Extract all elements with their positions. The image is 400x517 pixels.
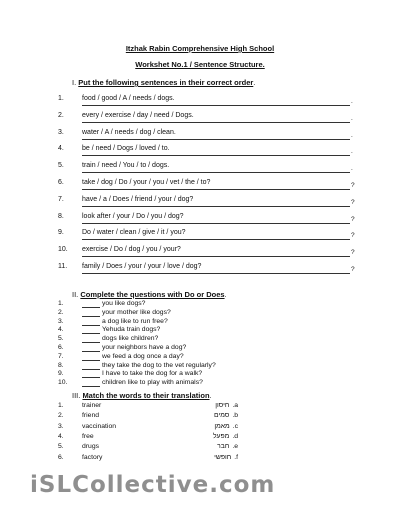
item-number: 3. [58, 422, 64, 430]
item-number: 4. [58, 326, 64, 334]
sentence-row [58, 179, 355, 196]
section-1-label: I. [72, 78, 77, 87]
sentence-row [58, 145, 353, 162]
translation-option [178, 423, 238, 430]
hebrew-translation: מאמן [214, 422, 230, 430]
question-text: you like dogs? [102, 300, 146, 307]
item-number: 9. [58, 229, 64, 237]
section-1-heading [72, 78, 255, 87]
scrambled-sentence: exercise / Do / dog / you / your? [82, 246, 181, 254]
answer-line-end: ? [351, 266, 355, 273]
section-1-title-end: . [253, 78, 256, 87]
answer-line-end: ? [351, 215, 355, 223]
section-3-title: Match the words to their translation [82, 391, 210, 400]
sentence-row [58, 212, 355, 230]
answer-line-end: . [351, 114, 353, 122]
item-number: 5. [58, 162, 64, 170]
section-3-title-end: . [209, 391, 212, 400]
answer-line [82, 172, 350, 173]
question-text: Yehuda train dogs? [102, 326, 161, 334]
answer-line [82, 155, 350, 156]
answer-line-end: . [351, 165, 353, 173]
fill-in-blank [82, 316, 100, 317]
english-word: vaccination [82, 422, 117, 430]
answer-line-end: . [351, 131, 353, 139]
sentence-row [58, 229, 355, 246]
english-word: free [82, 432, 94, 440]
answer-line-end: ? [351, 198, 355, 206]
item-number: 2. [58, 412, 64, 420]
item-number: 2. [58, 308, 64, 316]
sentence-row [58, 128, 353, 146]
question-text: your mother like dogs? [102, 308, 171, 316]
match-row [58, 402, 258, 412]
item-number: 3. [58, 317, 64, 325]
item-number: 6. [58, 344, 64, 351]
item-number: 6. [58, 179, 64, 186]
option-letter: b. [232, 412, 238, 420]
item-number: 2. [58, 111, 64, 119]
section-1-title: Put the following sentences in their correct order [78, 78, 254, 87]
answer-line [82, 239, 350, 240]
option-letter: f. [234, 453, 238, 461]
scrambled-sentence: Do / water / clean / give / it / you? [82, 229, 186, 237]
match-row [58, 433, 258, 443]
fill-in-blank [82, 342, 100, 343]
item-number: 10. [58, 379, 68, 387]
translation-option [178, 454, 238, 461]
question-text: I have to take the dog for a walk? [102, 370, 203, 378]
item-number: 1. [58, 402, 64, 409]
item-number: 8. [58, 212, 64, 220]
scrambled-sentence: train / need / You / to / dogs. [82, 162, 170, 170]
item-number: 6. [58, 453, 64, 461]
translation-option [178, 433, 238, 440]
question-text: your neighbors have a dog? [102, 344, 187, 351]
scrambled-sentence: water / A / needs / dog / clean. [82, 128, 176, 136]
item-number: 10. [58, 246, 68, 254]
item-number: 7. [58, 352, 64, 360]
school-name: Itzhak Rabin Comprehensive High School [125, 44, 275, 53]
item-number: 4. [58, 432, 64, 440]
sentence-row [58, 162, 353, 179]
item-number: 9. [58, 370, 64, 378]
question-text: we feed a dog once a day? [102, 352, 184, 360]
item-number: 5. [58, 335, 64, 343]
item-number: 8. [58, 361, 64, 369]
answer-line [82, 256, 350, 257]
match-row [58, 412, 258, 422]
scrambled-sentence: be / need / Dogs / loved / to. [82, 145, 170, 153]
option-letter: d. [232, 432, 238, 440]
section-3-label: III. [72, 391, 81, 400]
option-letter: e. [232, 443, 238, 451]
sentence-row [58, 111, 353, 129]
answer-line-end: . [351, 148, 353, 156]
scrambled-sentence: every / exercise / day / need / Dogs. [82, 111, 194, 119]
answer-line [82, 189, 350, 190]
hebrew-translation: מפעל [212, 432, 230, 440]
sentence-row [58, 263, 355, 280]
hebrew-translation: חבר [217, 443, 230, 451]
fill-in-blank [82, 386, 100, 387]
answer-line-end: ? [351, 182, 355, 189]
answer-line-end: . [351, 98, 353, 105]
option-letter: a. [232, 402, 238, 409]
fill-in-blank [82, 307, 100, 308]
scrambled-sentence: food / good / A / needs / dogs. [82, 95, 175, 102]
item-number: 7. [58, 195, 64, 203]
match-row [58, 454, 258, 464]
item-number: 11. [58, 263, 68, 270]
answer-line [82, 122, 350, 123]
question-text: dogs like children? [102, 335, 159, 343]
section-2-label: II. [72, 290, 79, 299]
fill-in-blank [82, 377, 100, 378]
section-2-heading [72, 290, 227, 299]
fill-in-blank [82, 369, 100, 370]
item-number: 5. [58, 443, 64, 451]
fill-in-blank [82, 351, 100, 352]
section-2-title-end: . [224, 290, 227, 299]
answer-line [82, 105, 350, 106]
item-number: 4. [58, 145, 64, 153]
watermark-logo: iSLCollective.com [30, 472, 276, 498]
item-number: 3. [58, 128, 64, 136]
match-row [58, 443, 258, 453]
question-text: they take the dog to the vet regularly? [102, 361, 216, 369]
hebrew-translation: חיסון [215, 402, 230, 409]
translation-option [178, 402, 238, 409]
answer-line-end: ? [351, 232, 355, 240]
item-number: 1. [58, 300, 64, 307]
english-word: trainer [82, 402, 102, 409]
section-3-heading [72, 391, 212, 400]
match-row [58, 423, 258, 433]
scrambled-sentence: family / Does / your / your / love / dog? [82, 263, 202, 270]
item-number: 1. [58, 95, 64, 102]
answer-line [82, 139, 350, 140]
fill-in-blank [82, 360, 100, 361]
answer-line [82, 223, 350, 224]
question-text: children like to play with animals? [102, 379, 203, 387]
english-word: drugs [82, 443, 100, 451]
question-text: a dog like to run free? [102, 317, 168, 325]
hebrew-translation: חופשי [214, 453, 232, 461]
sentence-row [58, 95, 353, 112]
sentence-row [58, 246, 355, 263]
english-word: factory [82, 453, 103, 461]
fill-in-blank [82, 333, 100, 334]
scrambled-sentence: take / dog / Do / your / you / vet / the / to? [82, 179, 211, 186]
answer-line-end: ? [351, 249, 355, 257]
option-letter: c. [232, 422, 238, 430]
fill-in-blank [82, 325, 100, 326]
english-word: friend [82, 412, 100, 420]
sentence-row [58, 195, 355, 213]
scrambled-sentence: look after / your / Do / you / dog? [82, 212, 184, 220]
scrambled-sentence: have / a / Does / friend / your / dog? [82, 195, 194, 203]
translation-option [178, 412, 238, 419]
section-2-title: Complete the questions with Do or Does [80, 290, 225, 299]
hebrew-translation: סמים [214, 412, 230, 420]
translation-option [178, 443, 238, 450]
answer-line [82, 206, 350, 207]
worksheet-title: Workshet No.1 / Sentence Structure. [135, 60, 265, 69]
answer-line [82, 273, 350, 274]
